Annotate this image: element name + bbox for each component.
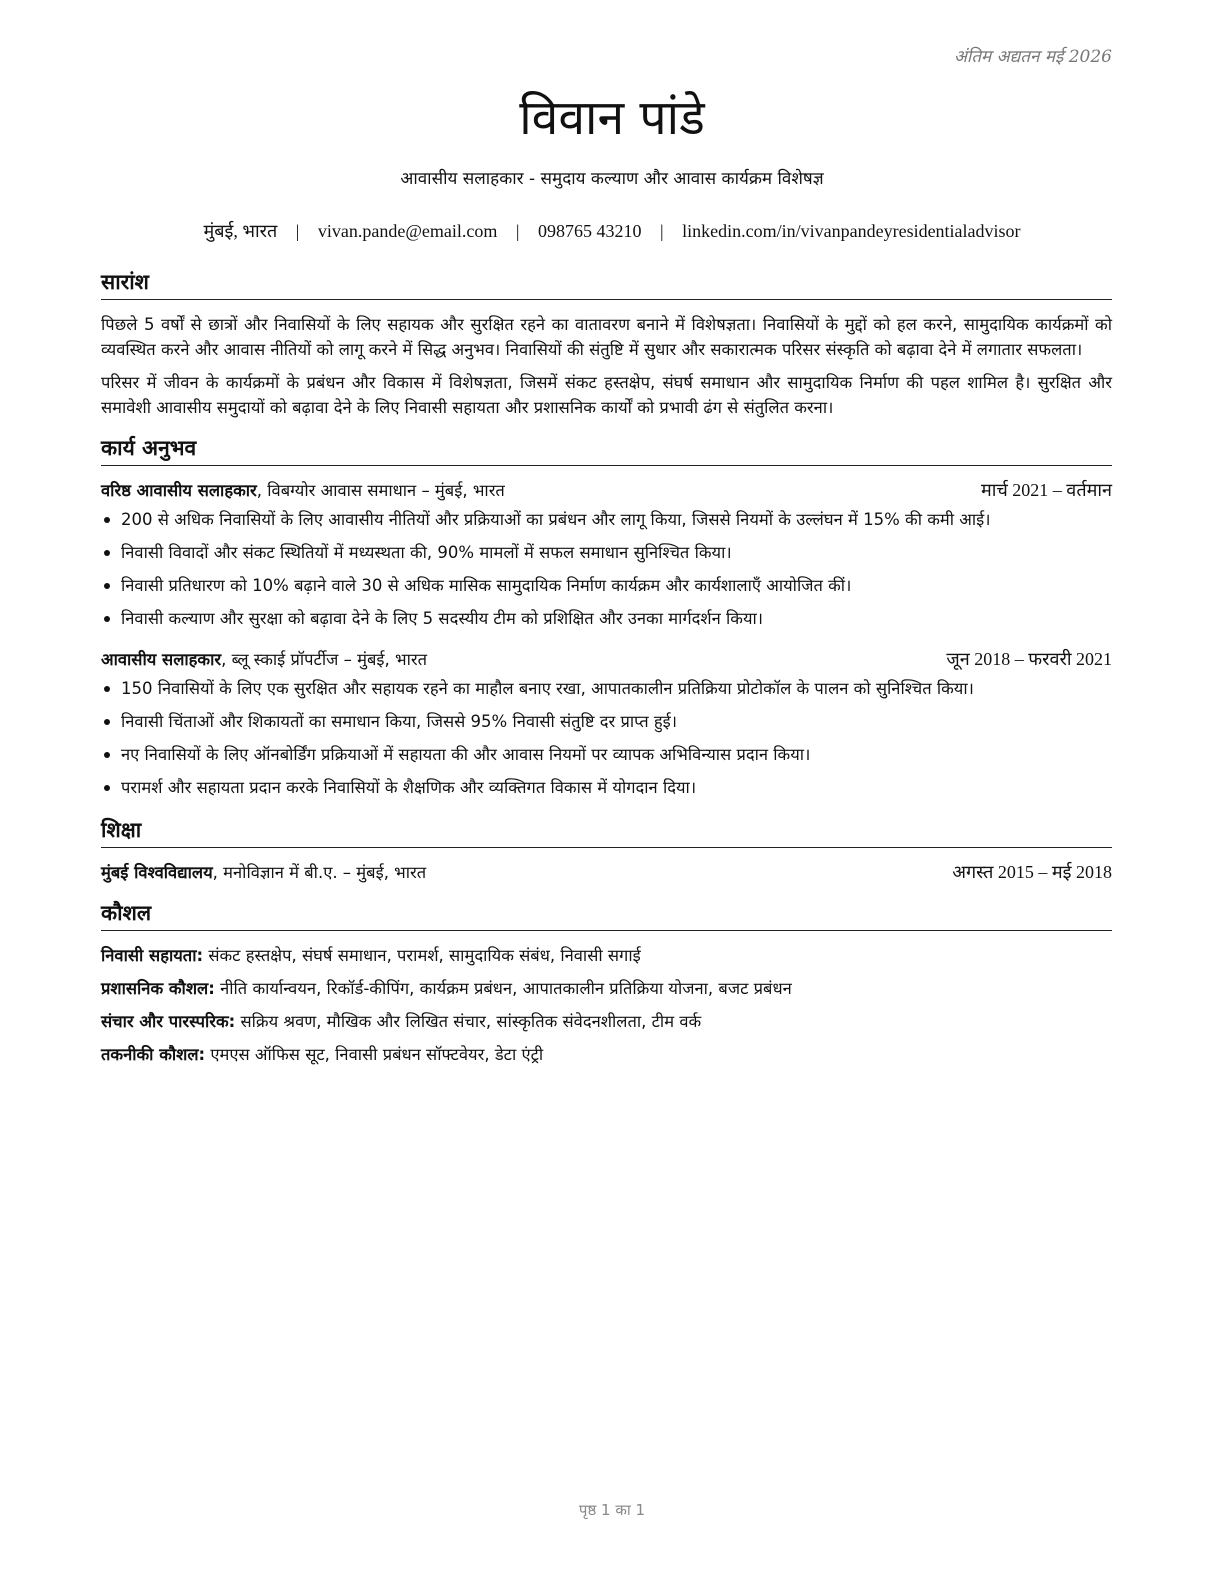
summary-section bbox=[101, 268, 1112, 420]
education-school: मुंबई विश्वविद्यालय bbox=[101, 863, 213, 882]
skill-value: नीति कार्यान्वयन, रिकॉर्ड-कीपिंग, कार्यक्रम प्रबंधन, आपातकालीन प्रतिक्रिया योजना, बजट प्रबंधन bbox=[214, 979, 792, 998]
skill-row bbox=[101, 1009, 1112, 1034]
job-dates: जून 2018 – फरवरी 2021 bbox=[946, 649, 1112, 669]
job-bullets bbox=[101, 507, 1112, 631]
list-item: निवासी प्रतिधारण को 10% बढ़ाने वाले 30 से अधिक मासिक सामुदायिक निर्माण कार्यक्रम और कार्यशालाएँ आयोजित कीं। bbox=[101, 573, 1112, 598]
list-item: 200 से अधिक निवासियों के लिए आवासीय नीतियों और प्रक्रियाओं का प्रबंधन और लागू किया, जिससे नियमों के उल्लंघन में 15% की कमी आई। bbox=[101, 507, 1112, 532]
experience-title: कार्य अनुभव bbox=[101, 434, 1112, 466]
skill-value: एमएस ऑफिस सूट, निवासी प्रबंधन सॉफ्टवेयर, डेटा एंट्री bbox=[205, 1045, 544, 1064]
last-updated: अंतिम अद्यतन मई 2026 bbox=[953, 47, 1112, 67]
skill-value: सक्रिय श्रवण, मौखिक और लिखित संचार, सांस्कृतिक संवेदनशीलता, टीम वर्क bbox=[235, 1012, 702, 1031]
job-role: वरिष्ठ आवासीय सलाहकार bbox=[101, 481, 257, 500]
candidate-subtitle: आवासीय सलाहकार - समुदाय कल्याण और आवास कार्यक्रम विशेषज्ञ bbox=[400, 169, 824, 189]
skill-value: संकट हस्तक्षेप, संघर्ष समाधान, परामर्श, सामुदायिक संबंध, निवासी सगाई bbox=[203, 946, 641, 965]
contact-location: मुंबई, भारत bbox=[203, 221, 278, 241]
contact-linkedin[interactable]: linkedin.com/in/vivanpandeyresidentialadvisor bbox=[682, 221, 1021, 241]
job-header bbox=[101, 647, 1112, 672]
contact-line bbox=[0, 219, 1224, 243]
job-dates: मार्च 2021 – वर्तमान bbox=[980, 480, 1112, 500]
education-line bbox=[101, 860, 426, 885]
list-item: निवासी चिंताओं और शिकायतों का समाधान किया, जिससे 95% निवासी संतुष्टि दर प्राप्त हुई। bbox=[101, 709, 1112, 734]
resume-content bbox=[101, 268, 1112, 1075]
job-bullets bbox=[101, 676, 1112, 800]
job-role-line bbox=[101, 647, 427, 672]
contact-email[interactable]: vivan.pande@email.com bbox=[317, 221, 498, 241]
contact-separator: | bbox=[660, 221, 664, 241]
job-header bbox=[101, 478, 1112, 503]
list-item: परामर्श और सहायता प्रदान करके निवासियों के शैक्षणिक और व्यक्तिगत विकास में योगदान दिया। bbox=[101, 775, 1112, 800]
list-item: निवासी कल्याण और सुरक्षा को बढ़ावा देने के लिए 5 सदस्यीय टीम को प्रशिक्षित और उनका मार्गदर्शन किया। bbox=[101, 606, 1112, 631]
contact-phone: 098765 43210 bbox=[538, 221, 642, 241]
list-item: 150 निवासियों के लिए एक सुरक्षित और सहायक रहने का माहौल बनाए रखा, आपातकालीन प्रतिक्रिया प्रोटोकॉल के पालन को सुनिश्चित किया। bbox=[101, 676, 1112, 701]
skill-label: तकनीकी कौशल: bbox=[101, 1045, 206, 1064]
education-detail: , मनोविज्ञान में बी.ए. – मुंबई, भारत bbox=[212, 863, 427, 882]
job-entry bbox=[101, 647, 1112, 800]
skills-section bbox=[101, 899, 1112, 1067]
summary-title: सारांश bbox=[101, 268, 1112, 300]
skill-row bbox=[101, 1042, 1112, 1067]
summary-paragraph: पिछले 5 वर्षों से छात्रों और निवासियों के लिए सहायक और सुरक्षित रहने का वातावरण बनाने में विशेषज्ञता। निवासियों के मुद्दों को हल करने, सामुदायिक कार्यक्रमों को व्यवस्थित करने और आवास नीतियों को लागू करने में सिद्ध अनुभव। निवासियों की संतुष्टि में सुधार और सकारात्मक परिसर संस्कृति को बढ़ावा देने में लगातार सफलता। bbox=[101, 315, 1112, 359]
job-org: , विबग्योर आवास समाधान – मुंबई, भारत bbox=[256, 481, 505, 500]
page-number: पृष्ठ 1 का 1 bbox=[578, 1501, 646, 1519]
skill-label: प्रशासनिक कौशल: bbox=[101, 979, 215, 998]
education-dates: अगस्त 2015 – मई 2018 bbox=[952, 862, 1112, 882]
skill-label: संचार और पारस्परिक: bbox=[101, 1012, 236, 1031]
experience-section bbox=[101, 434, 1112, 800]
skill-label: निवासी सहायता: bbox=[101, 946, 204, 965]
education-section bbox=[101, 816, 1112, 885]
skills-title: कौशल bbox=[101, 899, 1112, 931]
list-item: निवासी विवादों और संकट स्थितियों में मध्यस्थता की, 90% मामलों में सफल समाधान सुनिश्चित किया। bbox=[101, 540, 1112, 565]
education-title: शिक्षा bbox=[101, 816, 1112, 848]
education-entry bbox=[101, 860, 1112, 885]
candidate-name: विवान पांडे bbox=[519, 90, 705, 146]
job-entry bbox=[101, 478, 1112, 631]
job-org: , ब्लू स्काई प्रॉपर्टीज – मुंबई, भारत bbox=[221, 650, 427, 669]
skill-row bbox=[101, 943, 1112, 968]
contact-separator: | bbox=[515, 221, 520, 241]
summary-paragraph: परिसर में जीवन के कार्यक्रमों के प्रबंधन और विकास में विशेषज्ञता, जिसमें संकट हस्तक्षेप, संघर्ष समाधान और सामुदायिक निर्माण की पहल शामिल है। सुरक्षित और समावेशी आवासीय समुदायों को बढ़ावा देने के लिए निवासी सहायता और प्रशासनिक कार्यों को प्रभावी ढंग से संतुलित करना। bbox=[101, 373, 1112, 417]
job-role-line bbox=[101, 478, 505, 503]
job-role: आवासीय सलाहकार bbox=[101, 650, 222, 669]
list-item: नए निवासियों के लिए ऑनबोर्डिंग प्रक्रियाओं में सहायता की और आवास नियमों पर व्यापक अभिविन्यास प्रदान किया। bbox=[101, 742, 1112, 767]
contact-separator: | bbox=[295, 221, 300, 241]
skill-row bbox=[101, 976, 1112, 1001]
